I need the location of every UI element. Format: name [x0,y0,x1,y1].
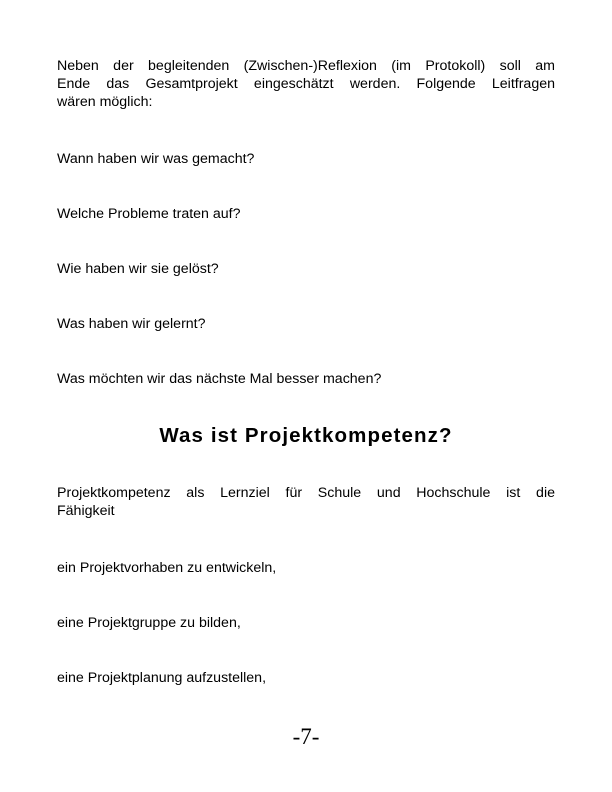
question-improve: Was möchten wir das nächste Mal besser machen? [57,371,382,387]
intro-line-2: Ende das Gesamtprojekt eingeschätzt werden. Folgende Leitfragen [57,76,555,92]
ability-develop-project: ein Projektvorhaben zu entwickeln, [57,560,277,576]
definition-line-2: Fähigkeit [57,503,115,519]
question-solved: Wie haben wir sie gelöst? [57,261,219,277]
question-problems: Welche Probleme traten auf? [57,206,241,222]
intro-line-1: Neben der begleitenden (Zwischen-)Reflexion (im Protokoll) soll am [57,58,555,74]
section-heading: Was ist Projektkompetenz? [159,424,453,447]
intro-paragraph [57,57,555,111]
definition-line-1: Projektkompetenz als Lernziel für Schule und Hochschule ist die [57,485,555,501]
intro-line-3: wären möglich: [57,94,153,110]
definition-paragraph [57,484,555,520]
ability-form-group: eine Projektgruppe zu bilden, [57,615,241,631]
page-number: -7- [292,724,320,749]
question-learned: Was haben wir gelernt? [57,316,206,332]
ability-create-plan: eine Projektplanung aufzustellen, [57,670,267,686]
question-when: Wann haben wir was gemacht? [57,151,255,167]
